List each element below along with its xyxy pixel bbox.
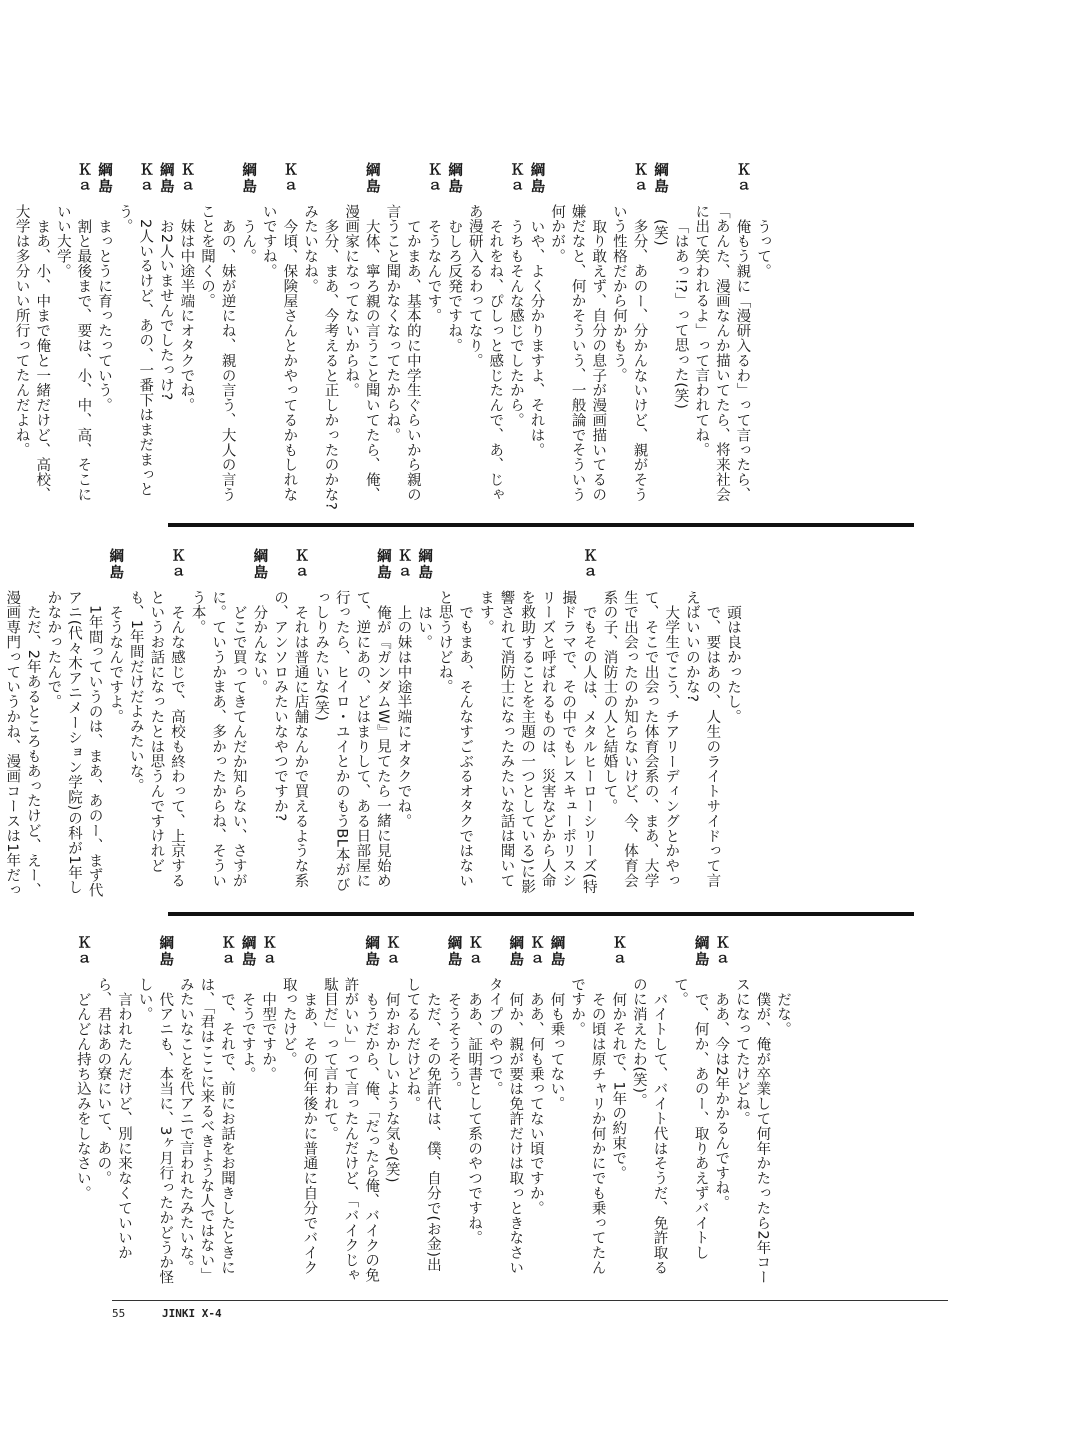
speaker-label: Ｋａ: [74, 935, 91, 968]
dialogue-row: [566, 935, 607, 1285]
utterance-text: で、要はあの、人生のライトサイドって言えばいいのかな?: [683, 590, 721, 888]
dialogue-section-3: [74, 935, 793, 1285]
dialogue-row: [381, 935, 402, 1285]
utterance-text: 大学生でこう、チアリーディングとかやって、そこで出会った体育会系の、まあ、大学生で出会ったのか知らないけど、今、体育会系の子、消防士の人と結婚して。: [601, 590, 680, 888]
utterance-text: 大体、寧ろ親の言うこと聞いてたら、俺、漫画家になってないからね。: [343, 204, 380, 502]
dialogue-row: [546, 162, 608, 512]
dialogue-row: [237, 935, 258, 1285]
dialogue-row: [311, 548, 393, 898]
dialogue-row: [258, 935, 279, 1285]
utterance-text: うん。: [240, 218, 257, 264]
dialogue-row: [423, 162, 444, 512]
utterance-text: まあ、小、中まで俺と一緒だけど、高校、大学は多分いい所行ってたんだよね。: [13, 204, 51, 502]
speaker-label: Ｋａ: [466, 935, 483, 968]
dialogue-row: [464, 935, 485, 1285]
dialogue-row: [269, 548, 310, 898]
dialogue-row: [319, 935, 381, 1285]
speaker-label: Ｋａ: [281, 162, 298, 195]
utterance-text: 何も乗ってない。: [548, 991, 565, 1111]
dialogue-row: [258, 162, 299, 512]
utterance-text: だな。: [775, 991, 791, 1037]
utterance-text: でもその人は、メタルヒーローシリーズ(特撮ドラマで、その中でもレスキューポリスシリーズと呼ばれるものは、災害などから人命を救助することを主題の一つとしている)に影響されて消防士になったみたいな話は聞いてます。: [477, 590, 597, 895]
speaker-label: 綱島: [446, 162, 463, 195]
dialogue-row: [484, 935, 525, 1285]
utterance-text: うちもそんな感じでしたから。: [507, 218, 524, 428]
utterance-text: ああ、今は2年かかるんですね。: [713, 991, 730, 1210]
utterance-text: ただ、その免許代は、僕、自分で(お金)出してるんだけどね。: [404, 977, 441, 1272]
utterance-text: 割と最後まで、要は、小、中、高、そこにいい大学。: [54, 204, 92, 502]
utterance-text: てかまあ、基本的に中学生ぐらいから親の言うこと聞かなくなってたからね。: [384, 204, 421, 502]
utterance-text: 「はあっ!?」って思った(笑): [672, 218, 689, 409]
speaker-label: 綱島: [239, 935, 256, 968]
dialogue-row: [525, 935, 546, 1285]
utterance-text: その頃は原チャリか何かにでも乗ってたんですか。: [569, 977, 606, 1275]
dialogue-row: [341, 162, 382, 512]
speaker-label: 綱島: [692, 935, 709, 968]
dialogue-row: [752, 162, 773, 512]
dialogue-row: [649, 162, 670, 512]
utterance-text: ああ、何も乗ってない頃ですか。: [527, 991, 544, 1215]
utterance-text: いや、よく分かりますよ、それは。: [528, 218, 545, 457]
utterance-text: まあ、その何年後かに普通に自分でバイク取ったけど。: [280, 977, 318, 1275]
utterance-text: そうですよ。: [239, 991, 256, 1081]
utterance-text: そうそうそう。: [445, 991, 462, 1096]
dialogue-row: [722, 548, 743, 898]
utterance-text: 僕が、俺が卒業して何年かたったら2年コースになってたけどね。: [733, 977, 771, 1285]
dialogue-row: [196, 162, 237, 512]
speaker-label: 綱島: [416, 548, 433, 581]
utterance-text: 頭は良かったし。: [725, 604, 741, 724]
dialogue-row: [669, 935, 710, 1285]
speaker-label: Ｋａ: [580, 548, 597, 581]
speaker-label: Ｋａ: [292, 548, 309, 581]
speaker-label: 綱島: [96, 162, 112, 195]
dialogue-row: [711, 935, 732, 1285]
utterance-text: そうなんですよ。: [107, 604, 124, 724]
dialogue-row: [546, 935, 567, 1285]
dialogue-row: [114, 162, 155, 512]
dialogue-row: [11, 162, 52, 512]
utterance-text: バイトして、バイト代はそうだ、免許取るのに消えたわ(笑)。: [630, 977, 668, 1275]
speaker-label: 綱島: [445, 935, 462, 968]
utterance-text: もうだから、俺、「だったら俺、バイクの免許がいい」って言ったんだけど、「バイクじゃ駄目だ」って言われて。: [321, 977, 380, 1283]
speaker-label: 綱島: [507, 935, 524, 968]
dialogue-row: [299, 162, 340, 512]
dialogue-row: [105, 548, 126, 898]
dialogue-row: [464, 162, 505, 512]
dialogue-row: [393, 548, 414, 898]
dialogue-row: [0, 548, 43, 898]
utterance-text: 俺もう親に「漫研入るわ」って言ったら、「あんた、漫画なんか描いてたら、将来社会に出て笑われるよ」って言われてね。: [693, 204, 751, 502]
dialogue-row: [443, 935, 464, 1285]
speaker-label: 綱島: [652, 162, 669, 195]
dialogue-row: [628, 935, 669, 1285]
speaker-label: Ｋａ: [610, 935, 627, 968]
dialogue-row: [382, 162, 423, 512]
page-number: 55: [112, 1307, 126, 1320]
utterance-text: 言われたんだけど、別に来なくていいから、君はあの寮にいて、あの。: [95, 977, 132, 1260]
dialogue-row: [608, 162, 649, 512]
footer-rule: [112, 1300, 948, 1301]
dialogue-row: [278, 935, 319, 1285]
utterance-text: (笑): [652, 218, 669, 246]
speaker-label: 綱島: [528, 162, 545, 195]
dialogue-row: [238, 162, 259, 512]
utterance-text: ああ、証明書として系のやつですね。: [466, 991, 483, 1245]
utterance-text: でもまあ、そんなすごぶるオタクではないと思うけどね。: [436, 590, 474, 888]
dialogue-row: [434, 548, 475, 898]
utterance-text: それは普通に店舗なんかで買えるような系の、アンソロみたいなやつですか?: [271, 590, 309, 888]
dialogue-row: [670, 162, 691, 512]
dialogue-row: [608, 935, 629, 1285]
dialogue-row: [414, 548, 435, 898]
speaker-label: 綱島: [157, 162, 174, 195]
utterance-text: 何かそれで、1年の約束で。: [610, 991, 627, 1180]
utterance-text: 今頃、保険屋さんとかやってるかもしれないですね。: [260, 204, 298, 502]
utterance-text: どんどん持ち込みをしなさい。: [74, 991, 91, 1201]
dialogue-row: [93, 162, 114, 512]
speaker-label: Ｋａ: [527, 935, 544, 968]
dialogue-row: [155, 162, 176, 512]
speaker-label: Ｋａ: [383, 935, 400, 968]
section-divider-1: [168, 523, 914, 527]
utterance-text: どこで買ってきてんだか知らない、さすがに。ていうかまあ、多かったからね、そういう本。: [189, 590, 247, 888]
speaker-label: Ｋａ: [168, 548, 185, 581]
utterance-text: あの、妹が逆にね、親の言う、大人の言うことを聞くの。: [198, 204, 236, 502]
dialogue-row: [134, 935, 175, 1285]
dialogue-row: [526, 162, 547, 512]
utterance-text: ただ、2年あるところもあったけど、えー、漫画専門っていうかね、漫画コースは1年だっ: [4, 590, 41, 898]
utterance-text: むしろ反発ですね。: [446, 218, 463, 353]
speaker-label: Ｋａ: [218, 935, 235, 968]
dialogue-row: [402, 935, 443, 1285]
speaker-label: Ｋａ: [734, 162, 751, 195]
utterance-text: 妹は中途半端にオタクでね。: [178, 218, 195, 413]
speaker-label: Ｋａ: [137, 162, 154, 195]
utterance-text: そんな感じで、高校も終わって、上京するというお話になったとは思うんですけれども、1年間だけだよみたいな。: [127, 590, 185, 888]
running-title: JINKI X-4: [162, 1307, 222, 1320]
speaker-label: 綱島: [374, 548, 391, 581]
utterance-text: 分かんない。: [251, 604, 268, 694]
dialogue-row: [772, 935, 793, 1285]
utterance-text: で、何か、あのー、取りあえずバイトして。: [672, 977, 709, 1260]
utterance-text: 何かおかしいような気も(笑): [383, 991, 400, 1183]
dialogue-row: [175, 935, 237, 1285]
dialogue-row: [681, 548, 722, 898]
dialogue-row: [731, 935, 772, 1285]
utterance-text: お2人いませんでしたっけ?: [157, 218, 174, 401]
speaker-label: 綱島: [363, 162, 380, 195]
speaker-label: Ｋａ: [425, 162, 442, 195]
dialogue-section-2: [4, 548, 743, 898]
speaker-label: Ｋａ: [260, 935, 277, 968]
dialogue-row: [599, 548, 681, 898]
speaker-label: Ｋａ: [178, 162, 195, 195]
speaker-label: Ｋａ: [631, 162, 648, 195]
utterance-text: 上の妹は中途半端にオタクでね。: [395, 604, 412, 828]
speaker-label: 綱島: [107, 548, 124, 581]
speaker-label: Ｋａ: [395, 548, 412, 581]
utterance-text: 1年間っていうのは、まあ、あのー、まず代アニ(代々木アニメーション学院)の科が1年しかなかったんで。: [45, 590, 103, 898]
utterance-text: それをね、ぴしっと感じたんで、あ、じゃあ漫研入るわってなり。: [466, 204, 504, 502]
utterance-text: 代アニも、本当に、3ヶ月行ったかどうか怪しい。: [136, 977, 174, 1285]
dialogue-row: [249, 548, 270, 898]
speaker-label: Ｋａ: [713, 935, 730, 968]
dialogue-row: [475, 548, 599, 898]
utterance-text: 取り敢えず、自分の息子が漫画描いてるの嫌だなと、何かそういう、一般論でそういう何かが。: [549, 204, 607, 502]
dialogue-row: [125, 548, 187, 898]
utterance-text: そうなんです。: [425, 218, 442, 323]
dialogue-row: [43, 548, 105, 898]
utterance-text: まっとうに育ったっていう。: [96, 218, 112, 413]
dialogue-row: [444, 162, 465, 512]
speaker-label: Ｋａ: [75, 162, 92, 195]
utterance-text: うって。: [755, 218, 771, 279]
utterance-text: で、それで、前にお話をお聞きしたときには、「君はここに来るべきような人ではない」みたいなことを代アニで言われたみたいな。: [177, 977, 235, 1283]
speaker-label: Ｋａ: [507, 162, 524, 195]
utterance-text: はい。: [416, 604, 433, 650]
utterance-text: 俺が『ガンダムW』見てたら一緒に見始めて、逆にあの、どはまりして、ある日部屋に行ったら、ヒイロ・ユイとかのもうBL本がびっしりみたいな(笑): [313, 590, 391, 892]
dialogue-row: [52, 162, 93, 512]
dialogue-row: [187, 548, 249, 898]
speaker-label: 綱島: [240, 162, 257, 195]
speaker-label: 綱島: [548, 935, 565, 968]
utterance-text: 何か、親が要は免許だけは取っときなさいタイプのやつで。: [486, 977, 524, 1275]
dialogue-row: [691, 162, 753, 512]
speaker-label: 綱島: [251, 548, 268, 581]
speaker-label: 綱島: [157, 935, 174, 968]
utterance-text: 多分、あのー、分かんないけど、親がそういう性格だから何かもう。: [610, 204, 648, 502]
dialogue-section-1: [13, 162, 773, 512]
dialogue-row: [505, 162, 526, 512]
speaker-label: 綱島: [363, 935, 380, 968]
dialogue-row: [93, 935, 134, 1285]
dialogue-row: [72, 935, 93, 1285]
dialogue-row: [176, 162, 197, 512]
utterance-text: 多分、まあ、今考えると正しかったのかな?みたいなね。: [301, 204, 339, 510]
section-divider-2: [168, 912, 914, 916]
utterance-text: 中型ですか。: [260, 991, 277, 1081]
utterance-text: 2人いるけど、あの、一番下はまだまっとう。: [116, 204, 154, 497]
